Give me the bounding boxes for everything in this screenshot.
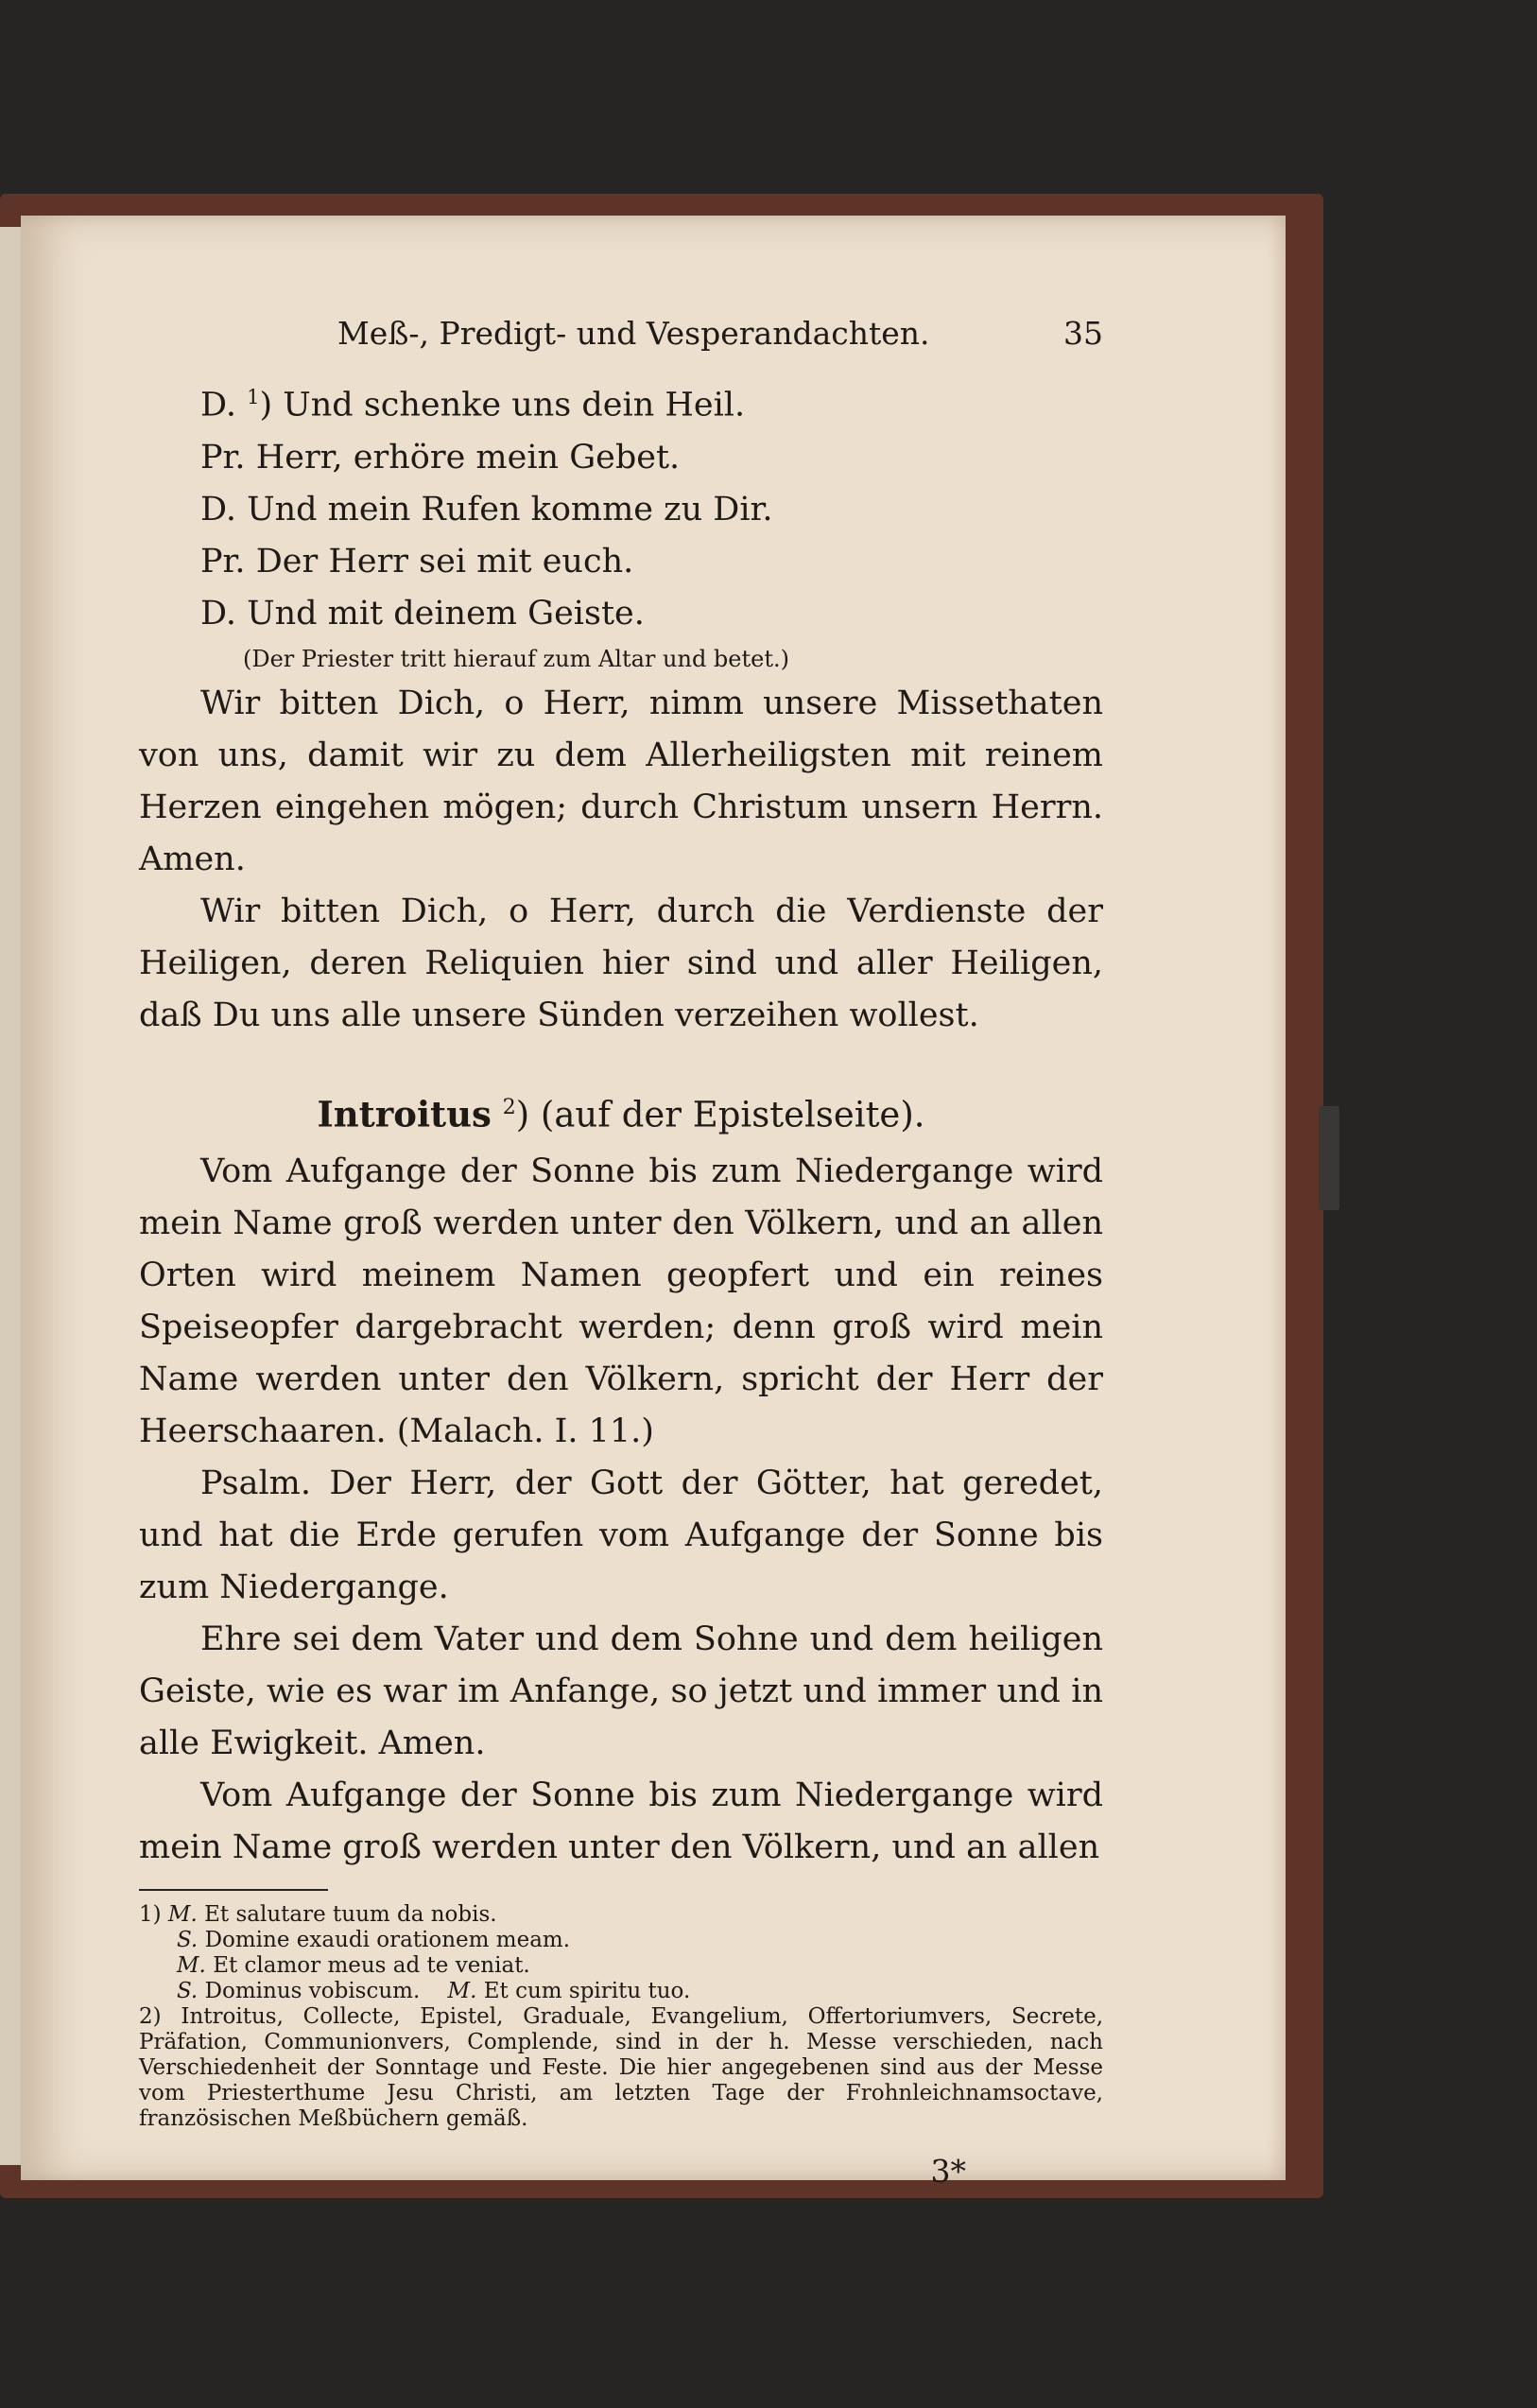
response-speaker: D. <box>200 594 236 632</box>
response-speaker: Pr. <box>200 438 246 476</box>
introit-repeat-paragraph: Vom Aufgange der Sonne bis zum Niedergange wird mein Name groß werden unter den Völkern, und an allen <box>139 1776 1103 1866</box>
running-title: Meß-, Predigt- und Vesperandachten. <box>337 315 930 352</box>
response-text: Und mein Rufen komme zu Dir. <box>247 490 773 528</box>
footnote-mark: 2 <box>502 1094 516 1119</box>
response-line <box>139 432 1103 484</box>
response-text: Der Herr sei mit euch. <box>255 542 634 580</box>
footnote-rule <box>139 1889 328 1891</box>
footnote-speaker: S. <box>177 1927 199 1952</box>
footnote-line <box>139 1902 1103 1928</box>
footnote-text: Et clamor meus ad te veniat. <box>213 1952 530 1978</box>
prayer-paragraph: Wir bitten Dich, o Herr, durch die Verdienste der Heiligen, deren Reliquien hier sind und aller Heiligen, daß Du uns alle unsere Sünden verzeihen wollest. <box>139 892 1103 1034</box>
footnote-speaker: M. <box>177 1952 206 1978</box>
response-speaker: Pr. <box>200 542 246 580</box>
response-line: D. $^1$) Und schenke uns dein Heil. <box>200 386 746 424</box>
body-text <box>139 372 1103 1874</box>
footnote-line <box>139 1953 1103 1979</box>
response-line <box>139 588 1103 640</box>
footnote-text: Domine exaudi orationem meam. <box>204 1927 571 1952</box>
book-page <box>21 216 1286 2190</box>
footnote-text: Dominus vobiscum. <box>204 1978 421 2003</box>
prayer-paragraph: Wir bitten Dich, o Herr, nimm unsere Missethaten von uns, damit wir zu dem Allerheiligsten mit reinem Herzen eingehen mögen; durch Christum unsern Herrn. Amen. <box>139 684 1103 878</box>
footnote-text: Et cum spiritu tuo. <box>483 1978 691 2003</box>
psalm-paragraph: Psalm. Der Herr, der Gott der Götter, hat geredet, und hat die Erde gerufen vom Aufgange der Sonne bis zum Niedergange. <box>139 1464 1103 1606</box>
response-line <box>139 484 1103 536</box>
footnote-line <box>139 1979 1103 2004</box>
response-speaker: D. <box>200 490 236 528</box>
footnote-mark: 1 <box>247 386 260 408</box>
footnotes <box>139 1902 1103 2132</box>
footnote-number: 2) <box>139 2003 162 2029</box>
running-head <box>139 315 1103 372</box>
heading-subtitle: (auf der Epistelseite). <box>540 1093 925 1135</box>
response-text: Herr, erhöre mein Gebet. <box>255 438 681 476</box>
section-heading: Introitus $^2$) (auf der Epistelseite). <box>317 1092 925 1135</box>
footnote-text: Introitus, Collecte, Epistel, Graduale, Evangelium, Offertoriumvers, Secrete, Präfation, Communionvers, Complende, sind in der h. Messe verschieden, nach Verschiedenheit der Sonntage und Feste. Die hier angegebenen sind aus der Messe vom Priesterthume Jesu Christi, am letzten Tage der Frohnleichnamsoctave, französischen Meßbüchern gemäß. <box>139 2003 1104 2131</box>
response-line <box>139 536 1103 588</box>
footnote-speaker: M. <box>447 1978 477 2003</box>
footnote-speaker: S. <box>177 1978 199 2003</box>
response-text: Und schenke uns dein Heil. <box>283 386 746 424</box>
footnote-line <box>139 1928 1103 1953</box>
response-text: Und mit deinem Geiste. <box>247 594 645 632</box>
rubric: (Der Priester tritt hierauf zum Altar und betet.) <box>243 645 789 672</box>
footnote-2 <box>139 2004 1103 2132</box>
doxology-paragraph: Ehre sei dem Vater und dem Sohne und dem heiligen Geiste, wie es war im Anfange, so jetzt und immer und in alle Ewigkeit. Amen. <box>139 1620 1103 1762</box>
footnote-number: 1) <box>139 1901 162 1927</box>
signature-mark: 3* <box>930 2152 966 2190</box>
heading-title: Introitus <box>317 1092 492 1135</box>
page-number: 35 <box>1063 315 1103 352</box>
response-speaker: D. <box>200 386 236 424</box>
book-clasp <box>1319 1106 1339 1210</box>
footnote-text: Et salutare tuum da nobis. <box>204 1901 497 1927</box>
footnote-speaker: M. <box>167 1901 198 1927</box>
page-content <box>139 315 1103 2190</box>
introit-paragraph: Vom Aufgange der Sonne bis zum Niedergange wird mein Name groß werden unter den Völkern, und an allen Orten wird meinem Namen geopfert und ein reines Speiseopfer dargebracht werden; denn groß wird mein Name werden unter den Völkern, spricht der Herr der Heerschaaren. (Malach. I. 11.) <box>139 1152 1103 1450</box>
